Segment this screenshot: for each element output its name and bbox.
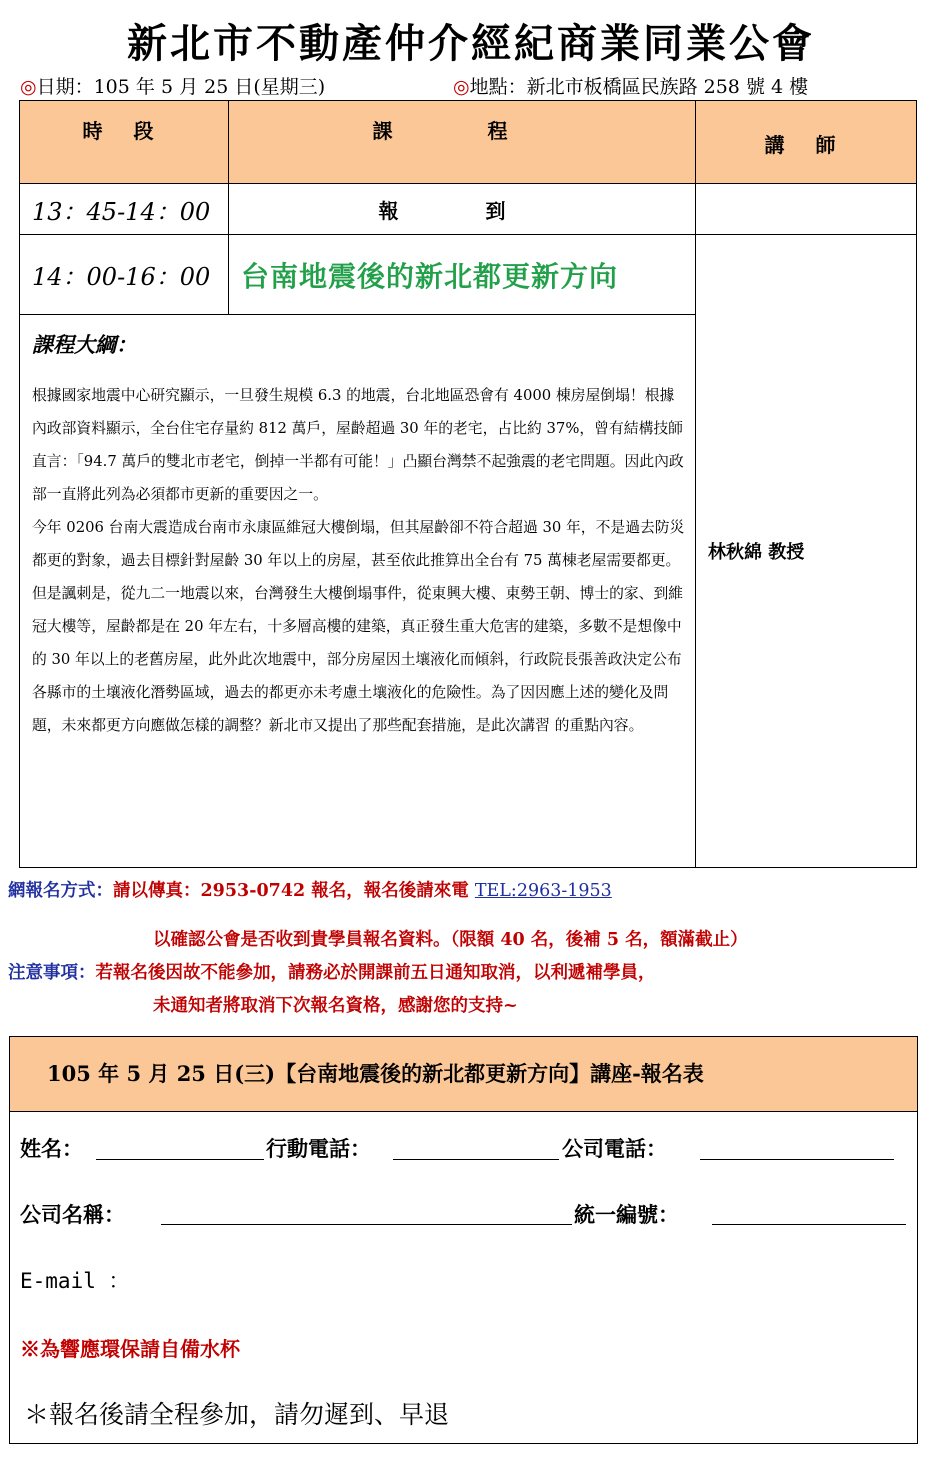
notice [8,959,656,984]
method-text: 請以傳真：2953-0742 報名，報名後請來電 [113,881,475,901]
checkin-time: 13：45-14：00 [20,184,229,235]
notice-text-2: 未通知者將取消下次報名資格，感謝您的支持~ [153,996,518,1016]
outline-paragraph-2: 今年 0206 台南大震造成台南市永康區維冠大樓倒塌，但其屋齡卻不符合超過 30 年，不是過去防災都更的對象，過去目標針對屋齡 30 年以上的房屋，甚至依此推算出全台有 75 萬棟老屋需要都更。但是諷刺是，從九二一地震以來，台灣發生大樓倒塌事件，從東興大樓、東勢王朝、博士的家、到維冠大樓等，屋齡都是在 20 年左右，十多層高樓的建築，真正發生重大危害的建築，多數不是想像中的 30 年以上的老舊房屋，此外此次地震中，部分房屋因土壤液化而傾斜，行政院長張善政決定公布各縣市的土壤液化潛勢區域，過去的都更亦未考慮土壤液化的危險性。為了因因應上述的變化及問題，未來都更方向應做怎樣的調整？新北市又提出了那些配套措施，是此次講習 的重點內容。 [32,519,685,734]
checkin-teacher-cell [696,184,917,235]
email-label: E-mail ： [20,1269,130,1293]
confirm-text: 以確認公會是否收到貴學員報名資料。（ [153,930,460,950]
quota-text: 限額 40 名，後補 5 名，額滿截止） [459,930,748,950]
course-time: 14：00-16：00 [20,235,229,315]
date-text: 日期：105 年 5 月 25 日(星期三) [36,76,326,98]
company-name-field[interactable] [161,1224,572,1225]
tax-id-label: 統一編號： [574,1202,679,1227]
teacher-name: 林秋綿 教授 [696,235,917,868]
outline-title: 課程大綱： [32,332,137,357]
date-mark: ◎ [20,76,37,98]
tax-id-field[interactable] [712,1224,906,1225]
mobile-label: 行動電話： [266,1136,371,1161]
outline-paragraph-1: 根據國家地震中心研究顯示，一旦發生規模 6.3 的地震，台北地區恐會有 4000 棟房屋倒塌！根據內政部資料顯示，全台住宅存量約 812 萬戶，屋齡超過 30 年的老宅，占比約 37%，曾有結構技師直言：「94.7 萬戶的雙北市老宅，倒掉一半都有可能！」凸顯台灣禁不起強震的老宅問題。因此內政部一直將此列為必須都市更新的重要因之一。 [32,387,684,503]
company-phone-label: 公司電話： [562,1136,667,1161]
company-name-label: 公司名稱： [20,1202,125,1227]
mobile-field[interactable] [393,1159,559,1160]
form-title: 105 年 5 月 25 日(三)【台南地震後的新北都更新方向】講座-報名表 [10,1037,917,1112]
location-mark: ◎ [453,76,470,98]
registration-method [8,877,612,902]
notice-label: 注意事項： [8,963,96,983]
col-header-course: 課 程 [229,101,696,184]
schedule-table [19,100,917,868]
name-field[interactable] [96,1159,264,1160]
course-outline [20,315,696,868]
tel-link[interactable]: TEL:2963-1953 [474,881,612,901]
notice-text: 若報名後因故不能參加，請務必於開課前五日通知取消，以利遞補學員， [95,963,656,983]
confirm-note [153,926,748,951]
event-location [453,72,808,99]
checkin-label: 報 到 [229,184,696,235]
course-title: 台南地震後的新北都更新方向 [229,235,696,315]
page-title: 新北市不動產仲介經紀商業同業公會 [127,21,815,67]
attend-note: ＊報名後請全程參加，請勿遲到、早退 [24,1400,450,1429]
name-label: 姓名： [20,1136,83,1161]
event-date [20,72,325,99]
registration-form [9,1036,918,1444]
company-phone-field[interactable] [700,1159,894,1160]
location-text: 地點：新北市板橋區民族路 258 號 4 樓 [469,76,809,98]
method-label: 網報名方式： [8,881,113,901]
eco-note: ※為響應環保請自備水杯 [20,1337,240,1361]
col-header-teacher: 講 師 [696,101,917,184]
col-header-time: 時 段 [20,101,229,184]
